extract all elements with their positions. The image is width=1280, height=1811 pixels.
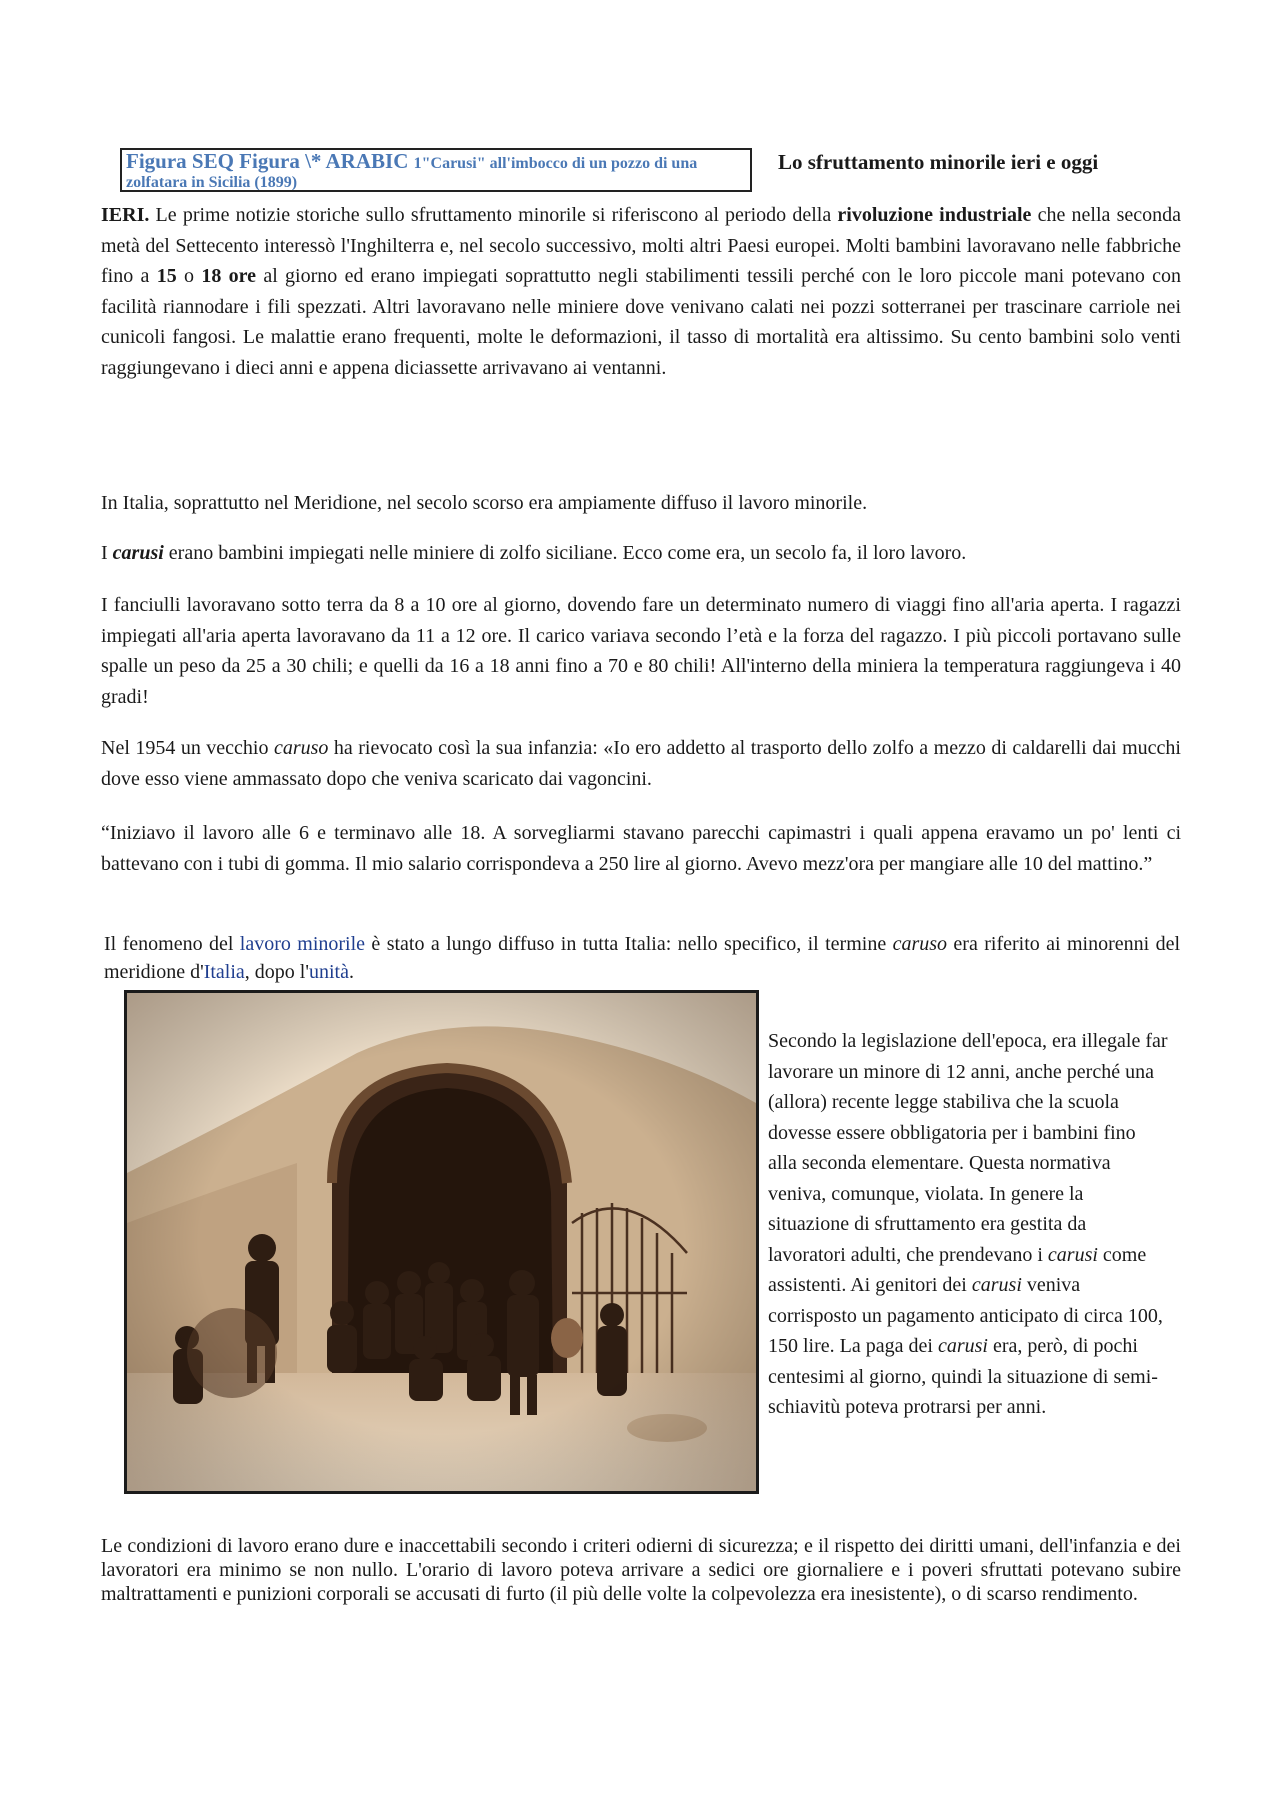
fenomeno-text-3: era riferito ai minorenni del meridione d' (104, 933, 1181, 983)
side-em-2: carusi (971, 1274, 1022, 1296)
fenomeno-text-5: . (348, 961, 354, 983)
side-text-3: veniva corrisposto un pagamento anticipato di circa 100, 150 lire. La paga dei (768, 1274, 1163, 1357)
link-italia[interactable]: Italia (203, 961, 245, 983)
ieri-text-3: o (176, 265, 202, 287)
ieri-bold-3: 18 ore (201, 265, 257, 287)
fenomeno-em: caruso (892, 933, 948, 955)
ieri-text-2: che nella seconda metà del Settecento interessò l'Inghilterra e, nel secolo successivo, molti altri Paesi europei. Molti bambini lavoravano nelle fabbriche fino a (101, 204, 1181, 287)
ieri-bold-1: rivoluzione industriale (837, 204, 1032, 226)
p1954-em: caruso (273, 737, 329, 759)
link-unita[interactable]: unità (308, 961, 349, 983)
fenomeno-text-1: Il fenomeno del (104, 933, 240, 955)
page-title: Lo sfruttamento minorile ieri e oggi (778, 150, 1099, 174)
carusi-text-2: erano bambini impiegati nelle miniere di zolfo siciliane. Ecco come era, un secolo fa, il loro lavoro. (163, 542, 967, 564)
ieri-text-4: al giorno ed erano impiegati soprattutto negli stabilimenti tessili perché con le loro piccole mani potevano con facilità riannodare i fili spezzati. Altri lavoravano nelle miniere dove venivano calati nei pozzi sotterranei per trascinare carriole nei cunicoli fangosi. Le malattie erano frequenti, molte le deformazioni, il tasso di mortalità era altissimo. Su cento bambini solo venti raggiungevano i dieci anni e appena diciassette arrivavano ai ventanni. (101, 265, 1182, 379)
paragraph-italia: In Italia, soprattutto nel Meridione, nel secolo scorso era ampiamente diffuso il lavoro minorile. (101, 492, 868, 514)
paragraph-legislazione (768, 1026, 1168, 1423)
paragraph-fanciulli: I fanciulli lavoravano sotto terra da 8 a 10 ore al giorno, dovendo fare un determinato numero di viaggi fino all'aria aperta. I ragazzi impiegati all'aria aperta lavoravano da 11 a 12 ore. Il carico variava secondo l’età e la forza del ragazzo. I più piccoli portavano sulle spalle un peso da 25 a 30 chili; e quelli da 16 a 18 anni fino a 70 e 80 chili! All'interno della miniera la temperatura raggiungeva i 40 gradi! (101, 594, 1181, 708)
p1954-text-1: Nel 1954 un vecchio (101, 737, 274, 759)
carusi-photo (124, 990, 759, 1494)
carusi-text-1: I (101, 542, 113, 564)
p1954-text-2: ha rievocato così la sua infanzia: «Io ero addetto al trasporto dello zolfo a mezzo di caldarelli dai mucchi dove esso viene ammassato dopo che veniva scaricato dai vagoncini. (101, 737, 1181, 790)
side-text-4: era, però, di pochi centesimi al giorno, quindi la situazione di semi-schiavitù poteva protrarsi per anni. (768, 1335, 1158, 1418)
ieri-text-1: Le prime notizie storiche sullo sfruttamento minorile si riferiscono al periodo della (149, 204, 838, 226)
paragraph-quote: “Iniziavo il lavoro alle 6 e terminavo alle 18. A sorvegliarmi stavano parecchi capimastri i quali appena eravamo un po' lenti ci battevano con i tubi di gomma. Il mio salario corrispondeva a 250 lire al giorno. Avevo mezz'ora per mangiare alle 10 del mattino.” (101, 822, 1181, 875)
carusi-photo-illustration (127, 993, 756, 1491)
paragraph-1954 (101, 733, 1181, 794)
carusi-em: carusi (112, 542, 164, 564)
figure-caption (120, 148, 752, 192)
side-text-2: come assistenti. Ai genitori dei (768, 1243, 1147, 1296)
fenomeno-text-2: è stato a lungo diffuso in tutta Italia: nello specifico, il termine (365, 933, 893, 955)
paragraph-carusi (101, 538, 1181, 569)
side-em-1: carusi (1047, 1243, 1098, 1266)
paragraph-condizioni: Le condizioni di lavoro erano dure e inaccettabili secondo i criteri odierni di sicurezza; e il rispetto dei diritti umani, dell'infanzia e dei lavoratori era minimo se non nullo. L'orario di lavoro poteva arrivare a sedici ore giornaliere e i poveri sfruttati potevano subire maltrattamenti e punizioni corporali se accusati di furto (il più delle volte la colpevolezza era inesistente), o di scarso rendimento. (101, 1535, 1181, 1605)
ieri-lead: IERI. (101, 204, 150, 226)
link-lavoro-minorile[interactable]: lavoro minorile (239, 933, 366, 955)
side-em-3: carusi (937, 1335, 988, 1357)
paragraph-fenomeno (104, 930, 1180, 986)
caption-label: Figura SEQ Figura \* ARABIC (126, 149, 414, 173)
fenomeno-text-4: , dopo l' (244, 961, 309, 983)
side-text-1: Secondo la legislazione dell'epoca, era illegale far lavorare un minore di 12 anni, anche perché una (allora) recente legge stabiliva che la scuola dovesse essere obbligatoria per i bambini fino alla seconda elementare. Questa normativa veniva, comunque, violata. In genere la situazione di sfruttamento era gestita da lavoratori adulti, che prendevano i (768, 1030, 1168, 1266)
caption-text: 1"Carusi" all'imbocco di un pozzo di una zolfatara in Sicilia (1899) (126, 155, 698, 191)
paragraph-ieri (101, 200, 1181, 383)
ieri-bold-2: 15 (156, 265, 177, 287)
